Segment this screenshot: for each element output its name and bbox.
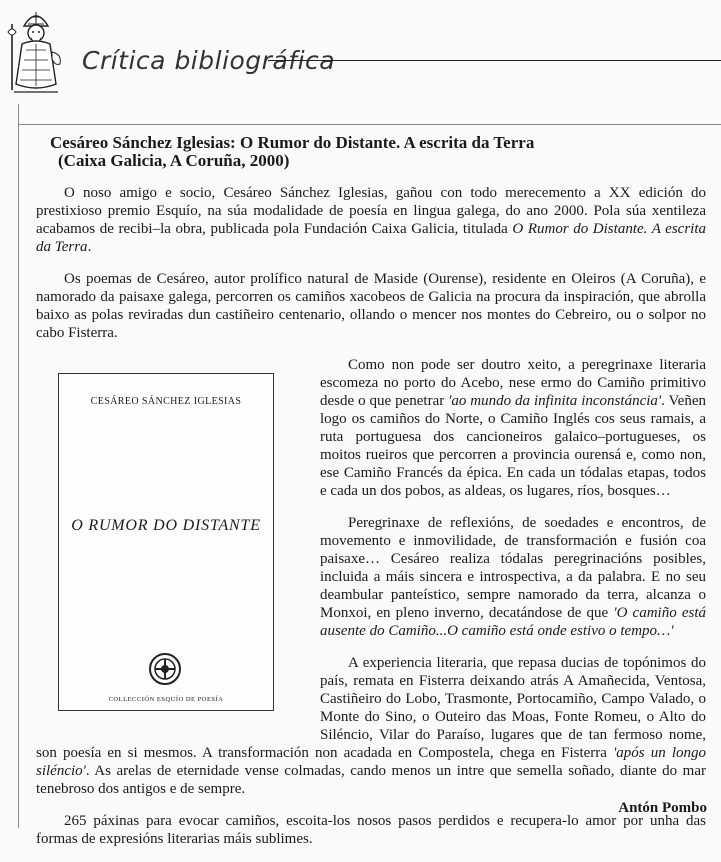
publisher-emblem-icon bbox=[148, 652, 182, 686]
paragraph-6: 265 páxinas para evocar camiños, escoita-los nosos pasos perdidos e recupera-lo amor por unha das formas de expresións literarias máis sublimes. bbox=[36, 813, 706, 847]
top-border-line bbox=[18, 124, 721, 125]
pilgrim-saint-icon bbox=[4, 4, 68, 96]
header-rule bbox=[268, 60, 721, 61]
left-border-line bbox=[18, 104, 19, 828]
review-article bbox=[36, 134, 706, 862]
section-title: Crítica bibliográfica bbox=[82, 46, 336, 75]
review-title-line-2: (Caixa Galicia, A Coruña, 2000) bbox=[58, 151, 290, 170]
paragraph-2: Os poemas de Cesáreo, autor prolífico natural de Maside (Ourense), residente en Oleiros (A Coruña), e namorado da paisaxe galega, percorren os camiños xacobeos de Galicia na procura da inspiración, que abrolla baixo as polas reviradas dun castiñeiro centenario, ollando o mencer nos montes do Cebreiro, ou o solpor no cabo Fisterra. bbox=[36, 271, 706, 341]
paragraph-4: Peregrinaxe de reflexións, de soedades e encontros, de movemento e inmovilidade, de transformación e fusión coa paisaxe… Cesáreo realiza tódalas peregrinacións posibles, incluida a máis sincera e introspectiva, a da palabra. E no seu deambular panteístico, sempre namorado da terra, alcanza o Monxoi, en pleno inverno, decatándose de que 'O camiño está ausente do Camiño...O camiño está onde estivo o tempo…' bbox=[320, 515, 706, 639]
review-title bbox=[50, 134, 706, 170]
review-title-line-1: Cesáreo Sánchez Iglesias: O Rumor do Distante. A escrita da Terra bbox=[50, 133, 535, 152]
paragraph-1: O noso amigo e socio, Cesáreo Sánchez Iglesias, gañou con todo merecemento a XX edición do prestixioso premio Esquío, na súa modalidade de poesía en lingua galega, do ano 2000. Pola súa xentileza acabamos de recibi–la obra, publicada pola Fundación Caixa Galicia, titulada O Rumor do Distante. A escrita da Terra. bbox=[36, 185, 706, 255]
book-cover-series: COLLECCIÓN ESQUÍO DE POESÍA bbox=[108, 696, 224, 703]
page-header bbox=[0, 0, 721, 110]
book-cover-title: O RUMOR DO DISTANTE bbox=[71, 517, 261, 534]
book-cover bbox=[54, 366, 304, 733]
book-cover-author: CESÁREO SÁNCHEZ IGLESIAS bbox=[90, 396, 242, 407]
review-author: Antón Pombo bbox=[618, 800, 707, 816]
book-cover-frame bbox=[58, 373, 274, 711]
paragraph-3: Como non pode ser doutro xeito, a peregrinaxe literaria escomeza no porto do Acebo, nese ermo do Camiño primitivo desde o que penetrar 'ao mundo da infinita inconstáncia'. Veñen logo os camiños do Norte, o Camiño Inglés cos seus ramais, a ruta portuguesa dos cancioneiros galaico–portugueses, os moitos rueiros que percorren a provincia ourensá e, como non, ese Camiño Francés da épica. En cada un tódalas etapas, todos e cada un dos pobos, as aldeas, os lugares, ríos, bosques… bbox=[320, 357, 706, 499]
paragraph-5: A experiencia literaria, que repasa ducias de topónimos do país, remata en Fisterra deixando atrás A Amañecida, Ventosa, Castiñeiro do Lobo, Trasmonte, Portocamiño, Campo Valado, o Monte do Sino, o Outeiro das Moas, Fonte Romeu, o Alto do Siléncio, Vilar do Paraíso, lugares que de tan fermoso nome, son poesía en si mesmos. A transformación non acadada en Compostela, chega en Fisterra 'após un longo siléncio'. As arelas de eternidade vense colmadas, cando menos un intre que semella soñado, diante do mar tenebroso dos antigos e de sempre. bbox=[36, 655, 706, 797]
